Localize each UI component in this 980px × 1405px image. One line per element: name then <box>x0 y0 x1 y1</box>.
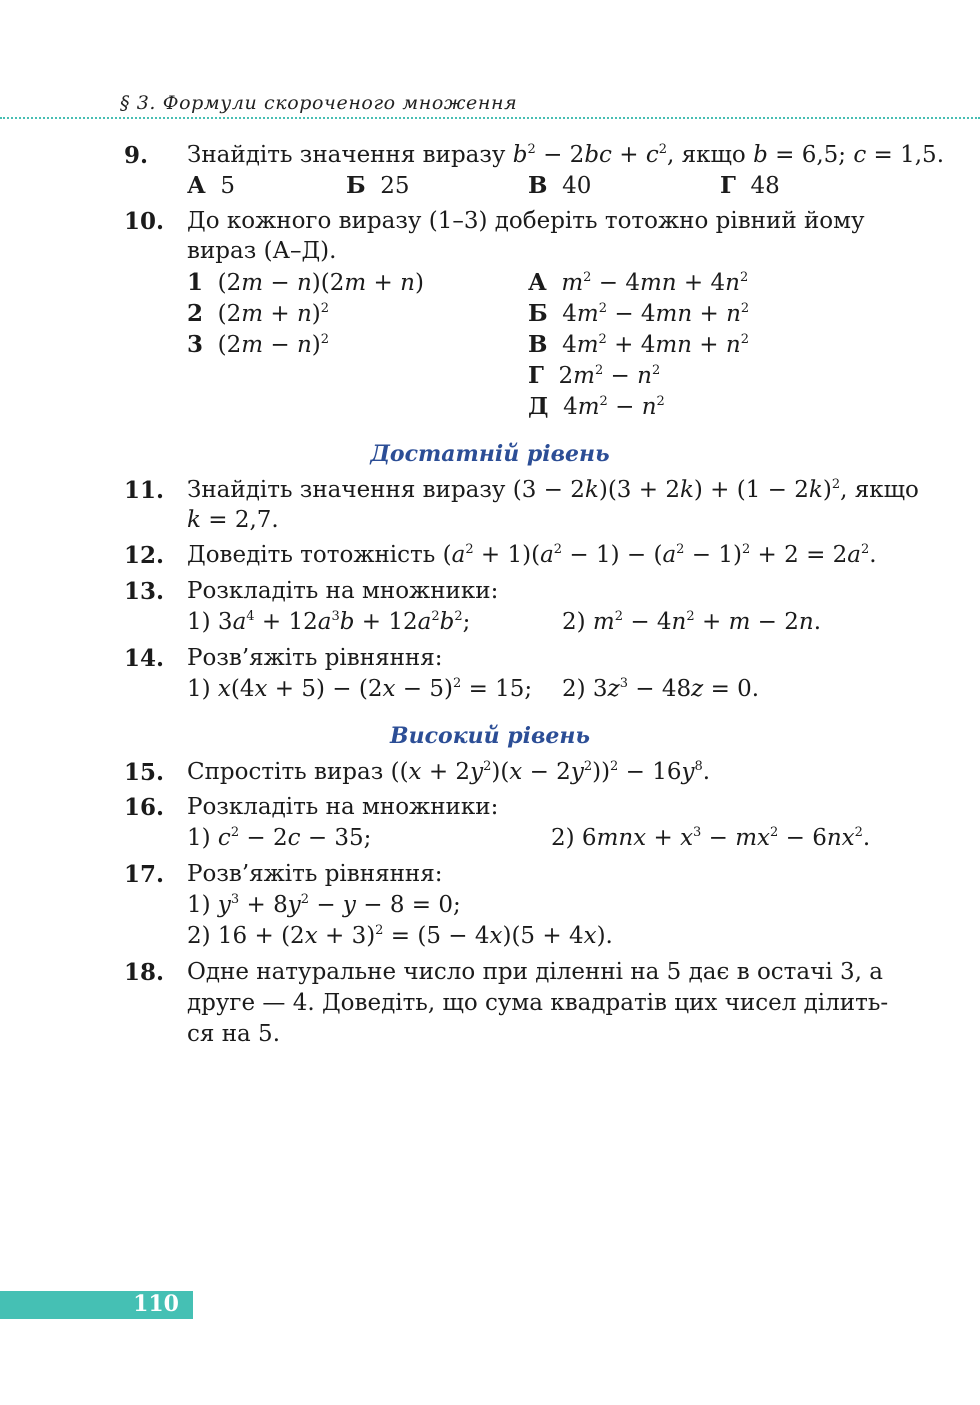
problem-text-cont: ся на 5. <box>187 1021 280 1047</box>
problem-text: Знайдіть значення виразу $(3 - 2k)(3 + 2k) + (1 - 2k)^2$, якщо <box>187 477 919 503</box>
level-heading-sufficient: Достатній рівень <box>370 441 610 467</box>
subitem-2: 2) $16 + (2x + 3)^2 = (5 - 4x)(5 + 4x)$. <box>187 923 613 949</box>
subitem-1: 1) $x(4x + 5) - (2x - 5)^2 = 15$; <box>187 676 533 702</box>
option-b: Б 25 <box>346 172 410 199</box>
page-number: 110 <box>133 1291 179 1317</box>
subitem-2: 2) $3z^3 - 48z = 0$. <box>562 676 760 702</box>
right-item-c: В $4m^2 + 4mn + n^2$ <box>528 331 749 358</box>
problem-number: 12. <box>124 542 165 569</box>
left-item-3: 3 $(2m - n)^2$ <box>187 331 330 358</box>
subitem-1: 1) $3a^4 + 12a^3b + 12a^2b^2$; <box>187 609 471 635</box>
subitem-1: 1) $c^2 - 2c - 35$; <box>187 825 372 851</box>
problem-number: 16. <box>124 794 165 821</box>
problem-number: 15. <box>124 759 165 786</box>
left-item-2: 2 $(2m + n)^2$ <box>187 300 330 327</box>
problem-number: 13. <box>124 578 165 605</box>
problem-text: Розв’яжіть рівняння: <box>187 645 443 671</box>
option-a: А 5 <box>187 172 235 199</box>
problem-number: 18. <box>124 959 165 986</box>
level-heading-high: Високий рівень <box>390 723 590 749</box>
problem-text-cont: вираз (А–Д). <box>187 238 337 264</box>
problem-text: Розкладіть на множники: <box>187 794 499 820</box>
page-number-bar <box>0 1291 193 1319</box>
right-item-e: Д $4m^2 - n^2$ <box>528 393 665 420</box>
problem-text: Розкладіть на множники: <box>187 578 499 604</box>
problem-number: 11. <box>124 477 165 504</box>
subitem-2: 2) $6mnx + x^3 - mx^2 - 6nx^2$. <box>551 825 871 851</box>
problem-number: 9. <box>124 142 149 169</box>
option-c: В 40 <box>528 172 592 199</box>
subitem-2: 2) $m^2 - 4n^2 + m - 2n$. <box>562 609 822 635</box>
right-item-d: Г $2m^2 - n^2$ <box>528 362 661 389</box>
option-d: Г 48 <box>720 172 780 199</box>
problem-text: Спростіть вираз $((x + 2y^2)(x - 2y^2))^2 - 16y^8$. <box>187 759 711 785</box>
header-divider <box>0 117 980 119</box>
problem-number: 17. <box>124 861 165 888</box>
left-item-1: 1 (2m − n)(2m + n) <box>187 269 424 296</box>
problem-text-cont: друге — 4. Доведіть, що сума квадратів цих чисел ділить- <box>187 990 889 1016</box>
problem-text-cont: k = 2,7. <box>187 507 279 533</box>
subitem-1: 1) $y^3 + 8y^2 - y - 8 = 0$; <box>187 892 461 918</box>
problem-text: Знайдіть значення виразу $b^2 - 2bc + c^2$, якщо b = 6,5; c = 1,5. <box>187 142 945 168</box>
problem-number: 14. <box>124 645 165 672</box>
problem-text: Доведіть тотожність $(a^2 + 1)(a^2 - 1) - (a^2 - 1)^2 + 2 = 2a^2$. <box>187 542 877 568</box>
right-item-b: Б $4m^2 - 4mn + n^2$ <box>528 300 750 327</box>
problem-number: 10. <box>124 208 165 235</box>
problem-text: Розв’яжіть рівняння: <box>187 861 443 887</box>
problem-text: Одне натуральне число при діленні на 5 дає в остачі 3, а <box>187 959 883 985</box>
running-header: § 3. Формули скороченого множення <box>120 92 518 114</box>
problem-text: До кожного виразу (1–3) доберіть тотожно рівний йому <box>187 208 865 234</box>
right-item-a: А $m^2 - 4mn + 4n^2$ <box>528 269 749 296</box>
